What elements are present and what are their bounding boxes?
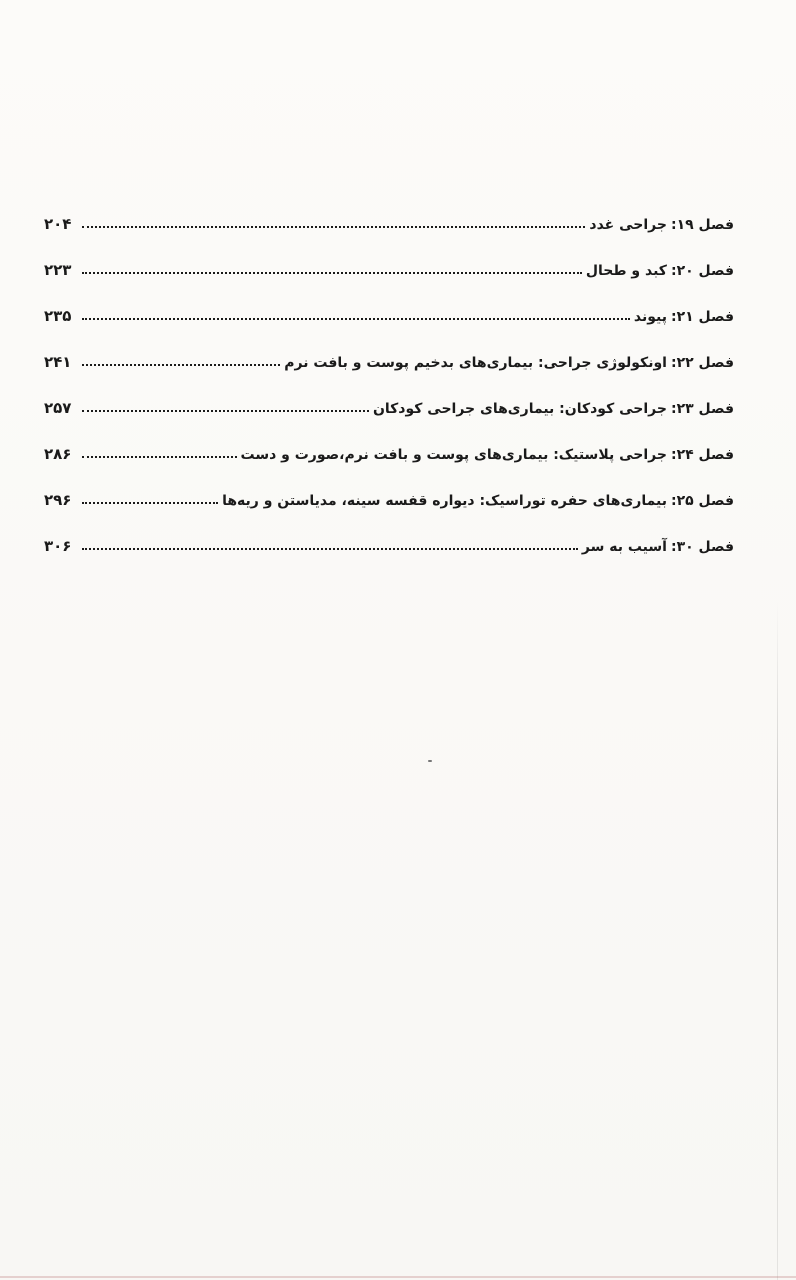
chapter-number: فصل ۲۵: xyxy=(670,493,734,509)
chapter-title: کبد و طحال xyxy=(585,263,667,279)
dot-leader xyxy=(82,548,578,550)
chapter-number: فصل ۲۱: xyxy=(670,309,734,325)
toc-entry-chapter-19 xyxy=(44,186,734,232)
chapter-title: جراحی کودکان: بیماری‌های جراحی کودکان xyxy=(372,401,667,417)
page-number: ۲۰۴ xyxy=(44,215,72,233)
page-number: ۳۰۶ xyxy=(44,537,72,555)
page-number: ۲۴۱ xyxy=(44,353,72,371)
page-number: ۲۵۷ xyxy=(44,399,72,417)
toc-entry-chapter-30 xyxy=(44,508,734,554)
page-number: ۲۳۵ xyxy=(44,307,72,325)
chapter-number: فصل ۲۲: xyxy=(670,355,734,371)
dot-leader xyxy=(82,502,218,504)
chapter-number: فصل ۳۰: xyxy=(670,539,734,555)
toc-entry-chapter-22 xyxy=(44,324,734,370)
toc-entry-chapter-23 xyxy=(44,370,734,416)
page-edge-shadow xyxy=(777,600,778,1280)
toc-entry-chapter-25 xyxy=(44,462,734,508)
toc-entry-chapter-24 xyxy=(44,416,734,462)
chapter-title: جراحی غدد xyxy=(589,217,667,233)
chapter-number: فصل ۲۴: xyxy=(670,447,734,463)
page-bottom-edge xyxy=(0,1276,796,1278)
dot-leader xyxy=(82,318,630,320)
table-of-contents xyxy=(44,186,734,554)
page-number: ۲۹۶ xyxy=(44,491,72,509)
chapter-title: بیماری‌های حفره توراسیک: دیواره قفسه سینه، مدیاستن و ریه‌ها xyxy=(222,493,667,509)
toc-entry-chapter-20 xyxy=(44,232,734,278)
dot-leader xyxy=(82,272,582,274)
page-number: ۲۲۳ xyxy=(44,261,72,279)
dot-leader xyxy=(82,364,280,366)
chapter-title: اونکولوژی جراحی: بیماری‌های بدخیم پوست و بافت نرم xyxy=(284,355,667,371)
chapter-number: فصل ۲۳: xyxy=(670,401,734,417)
toc-entry-chapter-21 xyxy=(44,278,734,324)
chapter-title: پیوند xyxy=(633,309,667,325)
dot-leader xyxy=(82,410,369,412)
chapter-number: فصل ۱۹: xyxy=(670,217,734,233)
chapter-title: جراحی پلاستیک: بیماری‌های پوست و بافت نرم،صورت و دست xyxy=(240,447,667,463)
chapter-title: آسیب به سر xyxy=(581,539,667,555)
page-number: ۲۸۶ xyxy=(44,445,72,463)
chapter-number: فصل ۲۰: xyxy=(670,263,734,279)
paper-speck xyxy=(428,760,432,762)
dot-leader xyxy=(82,456,237,458)
dot-leader xyxy=(82,226,585,228)
